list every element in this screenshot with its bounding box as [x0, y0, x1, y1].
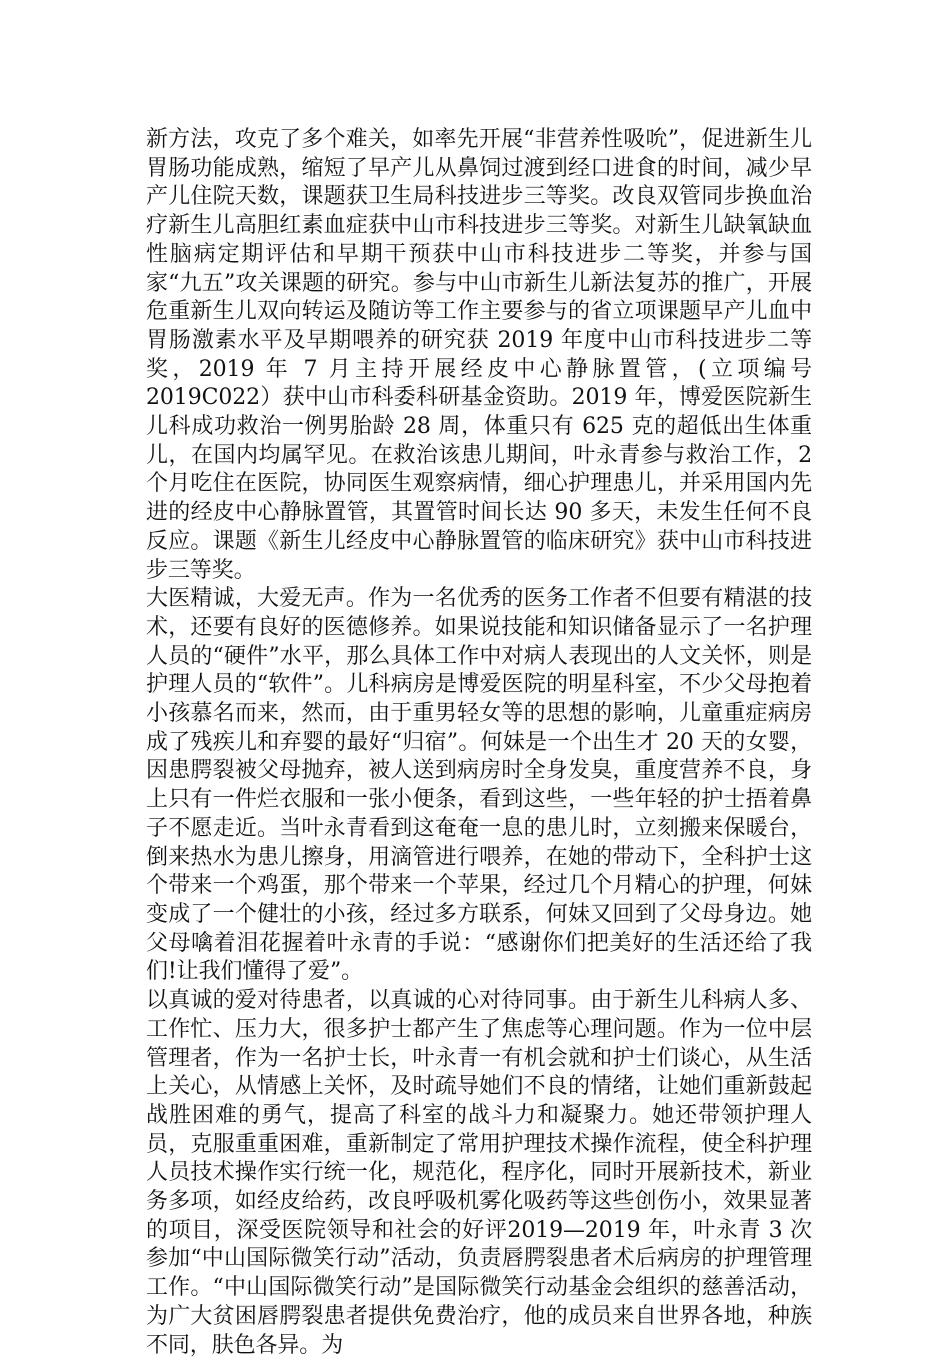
document-body [146, 126, 812, 1360]
paragraph-research-achievements: 新方法，攻克了多个难关，如率先开展“非营养性吸吮”，促进新生儿胃肠功能成熟，缩短了早产儿从鼻饲过渡到经口进食的时间，减少早产儿住院天数，课题获卫生局科技进步三等奖。改良双管同步换血治疗新生儿高胆红素血症获中山市科技进步三等奖。对新生儿缺氧缺血性脑病定期评估和早期干预获中山市科技进步二等奖，并参与国家“九五”攻关课题的研究。参与中山市新生儿新法复苏的推广，开展危重新生儿双向转运及随访等工作主要参与的省立项课题早产儿血中胃肠激素水平及早期喂养的研究获 2019 年度中山市科技进步二等奖，2019 年 7 月主持开展经皮中心静脉置管，(立项编号 2019C022）获中山市科委科研基金资助。2019 年，博爱医院新生儿科成功救治一例男胎龄 28 周，体重只有 625 克的超低出生体重儿，在国内均属罕见。在救治该患儿期间，叶永青参与救治工作，2 个月吃住在医院，协同医生观察病情，细心护理患儿，并采用国内先进的经皮中心静脉置管，其置管时间长达 90 多天，未发生任何不良反应。课题《新生儿经皮中心静脉置管的临床研究》获中山市科技进步三等奖。 [146, 127, 812, 583]
paragraph-medical-ethics: 大医精诚，大爱无声。作为一名优秀的医务工作者不但要有精湛的技术，还要有良好的医德修养。如果说技能和知识储备显示了一名护理人员的“硬件”水平，那么具体工作中对病人表现出的人文关怀，则是护理人员的“软件”。儿科病房是博爱医院的明星科室，不少父母抱着小孩慕名而来，然而，由于重男轻女等的思想的影响，儿童重症病房成了残疾儿和弃婴的最好“归宿”。何妹是一个出生才 20 天的女婴，因患腭裂被父母抛弃，被人送到病房时全身发臭，重度营养不良，身上只有一件烂衣服和一张小便条，看到这些，一些年轻的护士捂着鼻子不愿走近。当叶永青看到这奄奄一息的患儿时，立刻搬来保暖台，倒来热水为患儿擦身，用滴管进行喂养，在她的带动下，全科护士这个带来一个鸡蛋，那个带来一个苹果，经过几个月精心的护理，何妹变成了一个健壮的小孩，经过多方联系，何妹又回到了父母身边。她父母噙着泪花握着叶永青的手说：“感谢你们把美好的生活还给了我们!让我们懂得了爱”。 [146, 586, 812, 985]
paragraph-team-management: 以真诚的爱对待患者，以真诚的心对待同事。由于新生儿科病人多、工作忙、压力大，很多护士都产生了焦虑等心理问题。作为一位中层管理者，作为一名护士长，叶永青一有机会就和护士们谈心，从生活上关心，从情感上关怀，及时疏导她们不良的情绪，让她们重新鼓起战胜困难的勇气，提高了科室的战斗力和凝聚力。她还带领护理人员，克服重重困难，重新制定了常用护理技术操作流程，使全科护理人员技术操作实行统一化，规范化，程序化，同时开展新技术，新业务多项，如经皮给药，改良呼吸机雾化吸药等这些创伤小，效果显著的项目，深受医院领导和社会的好评2019—2019 年，叶永青 3 次参加“中山国际微笑行动”活动，负责唇腭裂患者术后病房的护理管理工作。“中山国际微笑行动”是国际微笑行动基金会组织的慈善活动，为广大贫困唇腭裂患者提供免费治疗，他的成员来自世界各地，种族不同，肤色各异。为 [146, 988, 812, 1358]
